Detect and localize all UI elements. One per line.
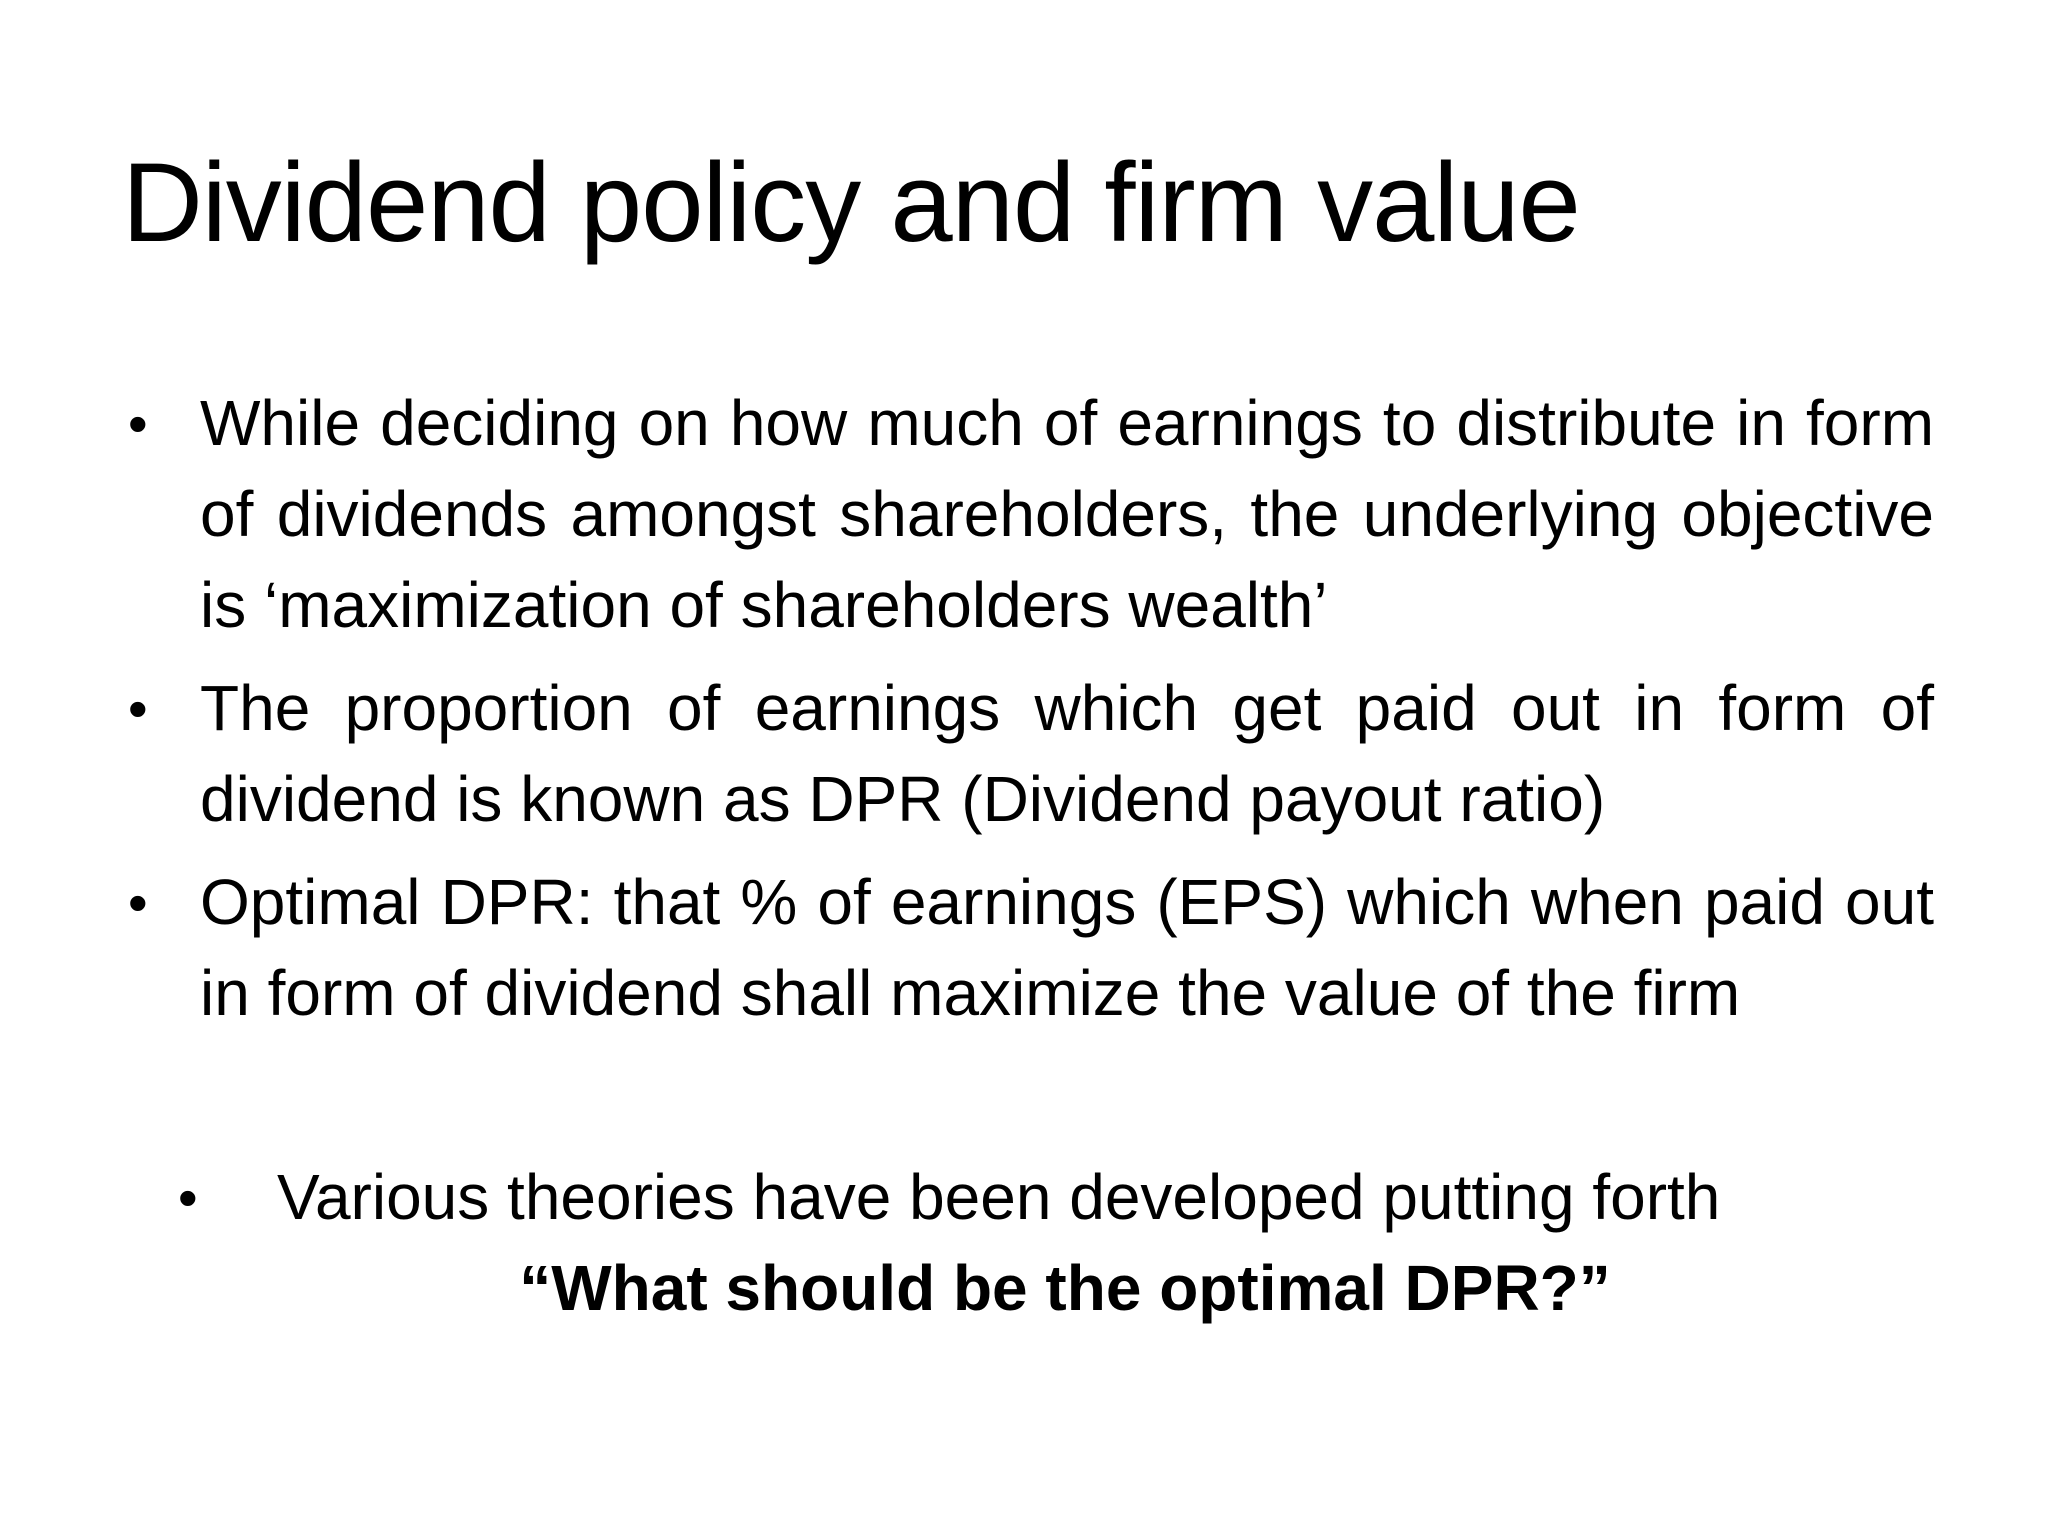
bullet-marker: • [128,677,148,740]
bullet-list [122,378,1934,1051]
bullet-text: The proportion of earnings which get paid out in form of dividend is known as DPR (Dividend payout ratio) [200,672,1934,835]
bullet-item [122,378,1934,651]
bullet-marker: • [128,871,148,934]
bullet-item [122,663,1934,845]
bullet-item [122,857,1934,1039]
slide-title: Dividend policy and firm value [122,140,1580,265]
bullet-text: While deciding on how much of earnings to distribute in form of dividends amongst shareholders, the underlying objective is ‘maximization of shareholders wealth’ [200,387,1934,641]
bullet-marker: • [178,1166,198,1229]
closing-text: Various theories have been developed putting forth [277,1161,1721,1233]
closing-question: “What should be the optimal DPR?” [519,1252,1611,1324]
closing-bullet [122,1152,1934,1334]
closing-line [122,1152,1934,1243]
bullet-marker: • [128,392,148,455]
bullet-text: Optimal DPR: that % of earnings (EPS) which when paid out in form of dividend shall maximize the value of the firm [200,866,1934,1029]
